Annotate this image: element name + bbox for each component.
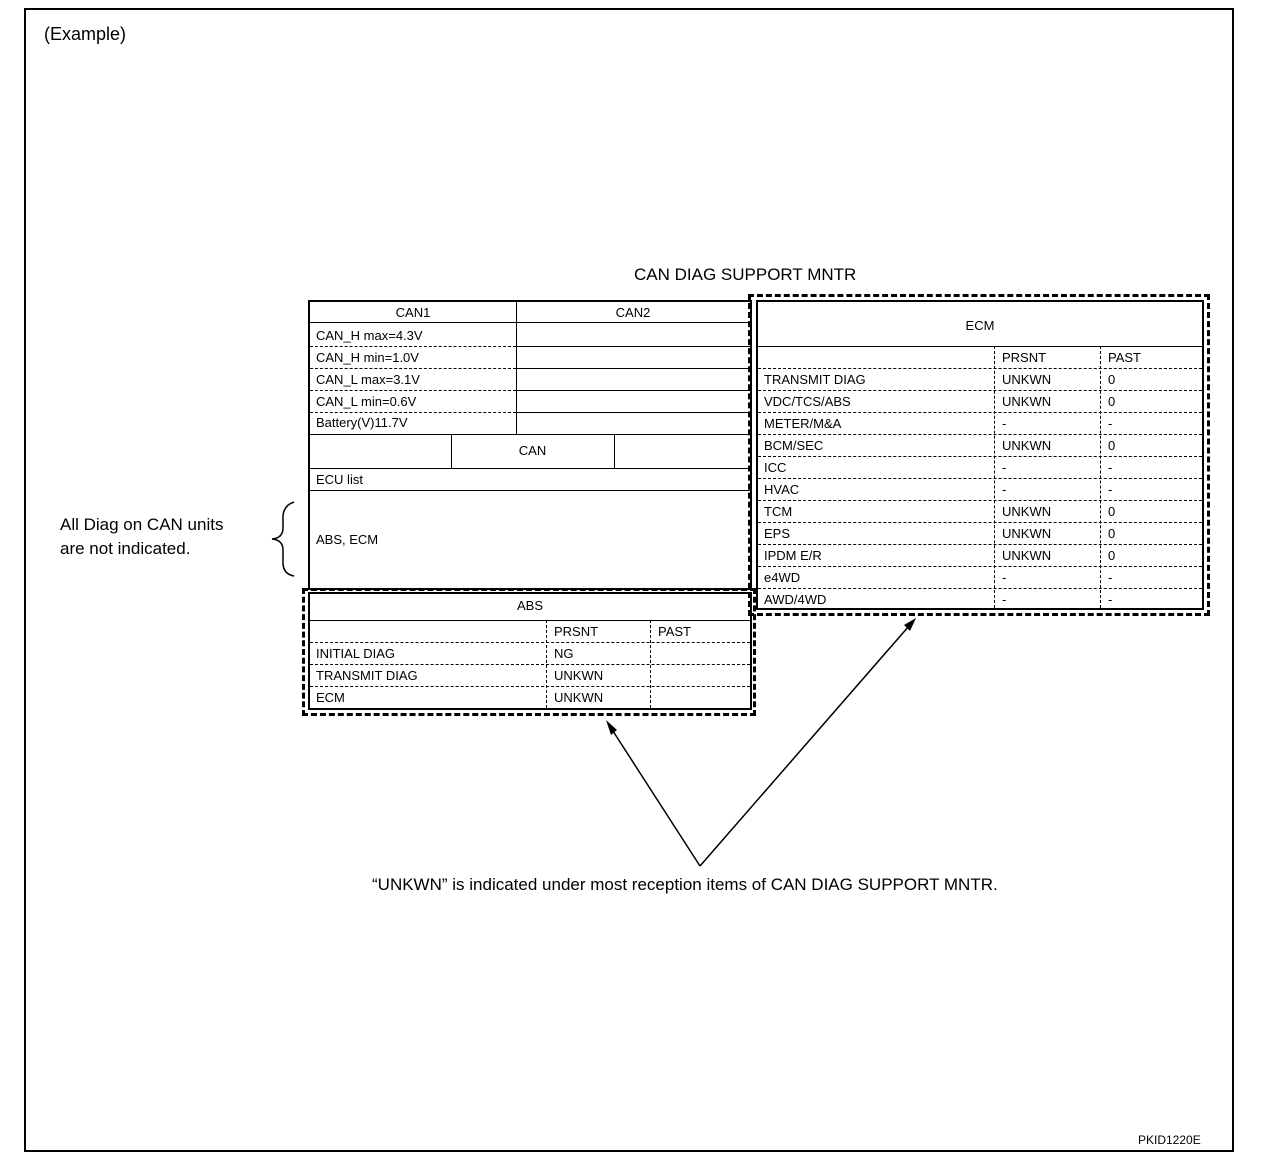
ecm-col-prsnt: PRSNT: [1002, 350, 1047, 365]
ecm-row-prsnt: UNKWN: [1002, 438, 1052, 453]
abs-row-item: INITIAL DIAG: [316, 646, 395, 661]
ecm-row-past: 0: [1108, 372, 1116, 387]
ecm-row-prsnt: UNKWN: [1002, 504, 1052, 519]
ecm-row-item: IPDM E/R: [764, 548, 822, 563]
ecu-list-value: ABS, ECM: [316, 532, 379, 547]
ecm-row-item: HVAC: [764, 482, 800, 497]
brace-icon: [272, 502, 294, 576]
ecm-row-past: 0: [1108, 394, 1116, 409]
ecm-row-item: METER/M&A: [764, 416, 842, 431]
abs-row-prsnt: UNKWN: [554, 690, 604, 705]
ecm-row-prsnt: -: [1002, 416, 1007, 431]
ecm-row-past: -: [1108, 570, 1113, 585]
can-label: CAN: [518, 443, 547, 458]
abs-row-prsnt: UNKWN: [554, 668, 604, 683]
ecm-row-prsnt: UNKWN: [1002, 526, 1052, 541]
abs-row-item: ECM: [316, 690, 345, 705]
arrowhead-icon: [606, 720, 617, 735]
ecm-header: ECM: [965, 318, 995, 333]
ecm-row-past: -: [1108, 482, 1113, 497]
abs-header: ABS: [516, 598, 543, 613]
ecm-row-item: BCM/SEC: [764, 438, 824, 453]
can1-header: CAN1: [395, 305, 431, 320]
ecm-row-prsnt: -: [1002, 592, 1007, 607]
ecm-row-prsnt: UNKWN: [1002, 548, 1052, 563]
abs-col-past: PAST: [658, 624, 691, 639]
abs-col-prsnt: PRSNT: [554, 624, 599, 639]
arrow-line-to-ecm: [700, 626, 909, 866]
ecm-col-past: PAST: [1108, 350, 1141, 365]
ecu-list-label: ECU list: [316, 472, 363, 487]
side-note-line-2: are not indicated.: [60, 539, 191, 558]
abs-row-prsnt: NG: [554, 646, 574, 661]
ecm-row-item: VDC/TCS/ABS: [764, 394, 851, 409]
ecm-row-item: EPS: [764, 526, 791, 541]
ecm-row-item: TRANSMIT DIAG: [764, 372, 866, 387]
can-row: CAN_H min=1.0V: [316, 350, 419, 365]
ecm-row-prsnt: -: [1002, 460, 1007, 475]
ecm-row-past: -: [1108, 592, 1113, 607]
ecm-row-prsnt: -: [1002, 570, 1007, 585]
ecm-row-past: -: [1108, 460, 1113, 475]
ecm-row-prsnt: -: [1002, 482, 1007, 497]
ecm-row-item: TCM: [764, 504, 793, 519]
can-row: CAN_L min=0.6V: [316, 394, 417, 409]
can-row: Battery(V)11.7V: [316, 415, 408, 430]
ecm-row-past: 0: [1108, 548, 1116, 563]
ecm-row-item: e4WD: [764, 570, 801, 585]
ecm-row-prsnt: UNKWN: [1002, 372, 1052, 387]
example-label: (Example): [44, 24, 127, 44]
arrow-line-to-abs: [611, 728, 700, 866]
ecm-row-past: -: [1108, 416, 1113, 431]
diagram-title: CAN DIAG SUPPORT MNTR: [634, 265, 857, 284]
can-row: CAN_H max=4.3V: [316, 328, 423, 343]
ecm-row-past: 0: [1108, 438, 1116, 453]
can2-header: CAN2: [615, 305, 651, 320]
ecm-row-item: ICC: [764, 460, 787, 475]
ecm-row-past: 0: [1108, 504, 1116, 519]
can-row: CAN_L max=3.1V: [316, 372, 420, 387]
abs-row-item: TRANSMIT DIAG: [316, 668, 418, 683]
ecm-row-item: AWD/4WD: [764, 592, 827, 607]
ecm-row-prsnt: UNKWN: [1002, 394, 1052, 409]
side-note-line-1: All Diag on CAN units: [60, 515, 224, 534]
caption: “UNKWN” is indicated under most reception items of CAN DIAG SUPPORT MNTR.: [372, 875, 998, 894]
ecm-row-past: 0: [1108, 526, 1116, 541]
figure-id: PKID1220E: [1138, 1133, 1201, 1147]
